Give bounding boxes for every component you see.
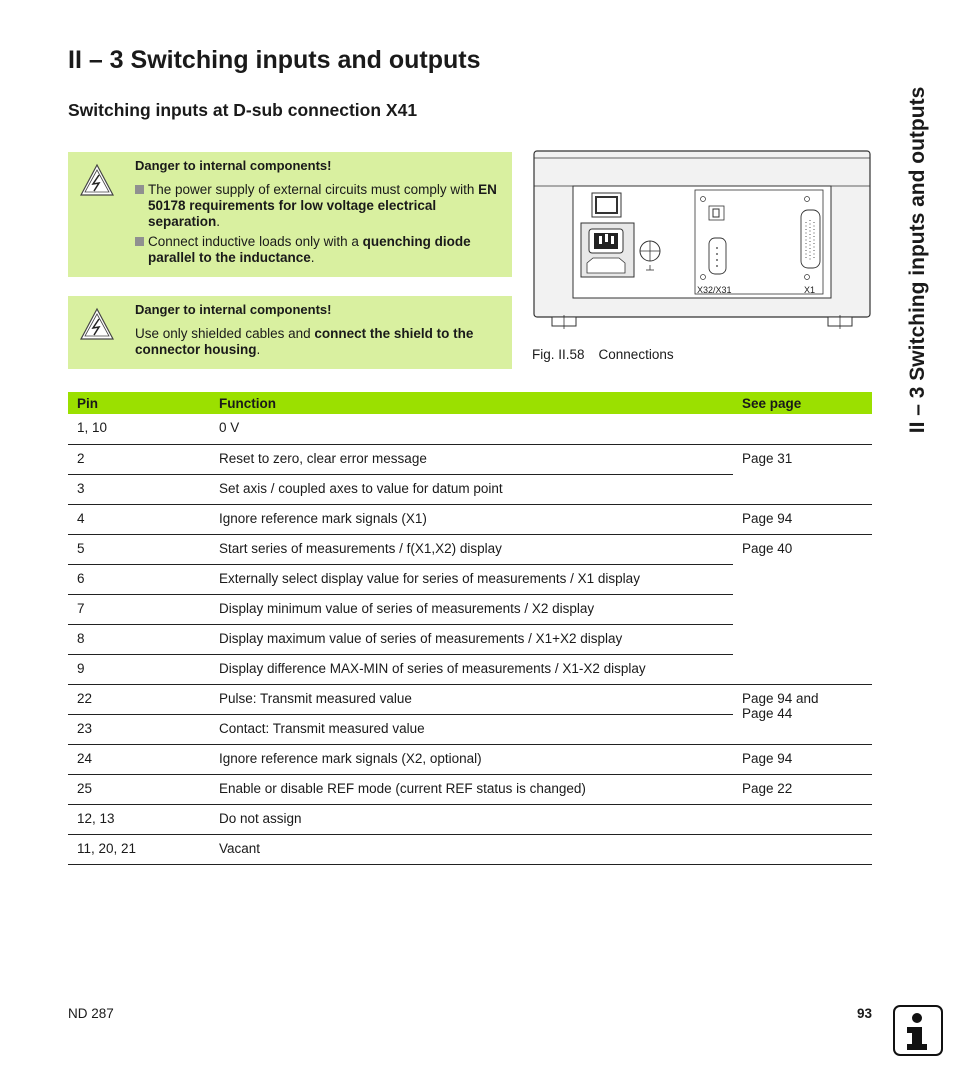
function-cell: Enable or disable REF mode (current REF status is changed) [210, 774, 733, 804]
pin-cell: 5 [68, 534, 210, 564]
pin-cell: 24 [68, 744, 210, 774]
function-cell: Do not assign [210, 804, 733, 834]
pin-cell: 25 [68, 774, 210, 804]
table-row [68, 804, 872, 834]
info-icon [893, 1005, 943, 1056]
warning-box-shield [68, 296, 512, 369]
bullet-square-icon [135, 237, 144, 246]
header-pin: Pin [68, 392, 210, 414]
function-cell: Display maximum value of series of measurements / X1+X2 display [210, 624, 733, 654]
pin-cell: 23 [68, 714, 210, 744]
pin-cell: 3 [68, 474, 210, 504]
bullet-square-icon [135, 185, 144, 194]
pin-cell: 22 [68, 684, 210, 714]
warning-body [135, 326, 502, 358]
pin-cell: 1, 10 [68, 414, 210, 444]
function-cell: Display minimum value of series of measurements / X2 display [210, 594, 733, 624]
function-cell: Ignore reference mark signals (X2, optional) [210, 744, 733, 774]
figure-title: Connections [598, 347, 674, 362]
table-row [68, 774, 872, 804]
warning-text: The power supply of external circuits must comply with [148, 182, 479, 197]
warning-bullet [135, 234, 502, 266]
function-cell: 0 V [210, 414, 733, 444]
table-row [68, 414, 872, 444]
warning-emphasis: EN 50178 requirements for low voltage electrical separation [148, 182, 497, 229]
label-x32-x31: X32/X31 [697, 285, 732, 295]
footer-product: ND 287 [68, 1006, 114, 1021]
section-subtitle: Switching inputs at D-sub connection X41 [68, 100, 418, 120]
pin-cell: 4 [68, 504, 210, 534]
warning-heading: Danger to internal components! [135, 302, 332, 317]
function-cell: Ignore reference mark signals (X1) [210, 504, 733, 534]
table-row [68, 504, 872, 534]
warning-text: . [256, 342, 261, 357]
page-ref: Page 94 and [742, 690, 819, 706]
page-cell [733, 684, 872, 744]
side-chapter-tab [890, 40, 945, 480]
warning-emphasis: quenching diode parallel to the inductance [148, 234, 471, 265]
page-cell [733, 414, 872, 444]
pin-cell: 8 [68, 624, 210, 654]
warning-heading: Danger to internal components! [135, 158, 332, 173]
warning-emphasis: connect the shield to the connector housing [135, 326, 474, 357]
warning-triangle-icon [78, 162, 116, 200]
page-title: II – 3 Switching inputs and outputs [68, 46, 481, 74]
header-function: Function [210, 392, 733, 414]
page-cell: Page 94 [733, 744, 872, 774]
warning-text: . [310, 250, 315, 265]
header-see-page: See page [733, 392, 872, 414]
pin-cell: 2 [68, 444, 210, 474]
side-tab-label: II – 3 Switching inputs and outputs [905, 86, 929, 434]
page-cell [733, 804, 872, 834]
pin-cell: 12, 13 [68, 804, 210, 834]
function-cell: Set axis / coupled axes to value for datum point [210, 474, 733, 504]
page-cell: Page 94 [733, 504, 872, 534]
function-cell: Externally select display value for series of measurements / X1 display [210, 564, 733, 594]
table-row [68, 684, 872, 714]
page-cell: Page 40 [733, 534, 872, 684]
warning-triangle-icon [78, 306, 116, 344]
table-row [68, 834, 872, 864]
pin-cell: 9 [68, 654, 210, 684]
page-cell: Page 22 [733, 774, 872, 804]
function-cell: Display difference MAX-MIN of series of measurements / X1-X2 display [210, 654, 733, 684]
function-cell: Start series of measurements / f(X1,X2) display [210, 534, 733, 564]
warning-bullet [135, 182, 502, 230]
label-x1: X1 [804, 285, 816, 295]
function-cell: Reset to zero, clear error message [210, 444, 733, 474]
figure-caption [532, 347, 674, 362]
table-header-row [68, 392, 872, 414]
warning-text: . [216, 214, 221, 229]
warning-box-power [68, 152, 512, 277]
footer-page-number: 93 [856, 1006, 872, 1021]
pin-cell: 11, 20, 21 [68, 834, 210, 864]
page-ref: Page 44 [742, 705, 793, 721]
function-cell: Contact: Transmit measured value [210, 714, 733, 744]
warning-text: Connect inductive loads only with a [148, 234, 363, 249]
pin-cell: 6 [68, 564, 210, 594]
page-cell: Page 31 [733, 444, 872, 504]
warning-text: Use only shielded cables and [135, 326, 315, 341]
table-row [68, 444, 872, 474]
function-cell: Vacant [210, 834, 733, 864]
table-row [68, 534, 872, 564]
table-row [68, 744, 872, 774]
pin-function-table [68, 392, 872, 865]
function-cell: Pulse: Transmit measured value [210, 684, 733, 714]
pin-cell: 7 [68, 594, 210, 624]
connections-figure [533, 150, 871, 336]
figure-number: Fig. II.58 [532, 347, 585, 362]
page-cell [733, 834, 872, 864]
